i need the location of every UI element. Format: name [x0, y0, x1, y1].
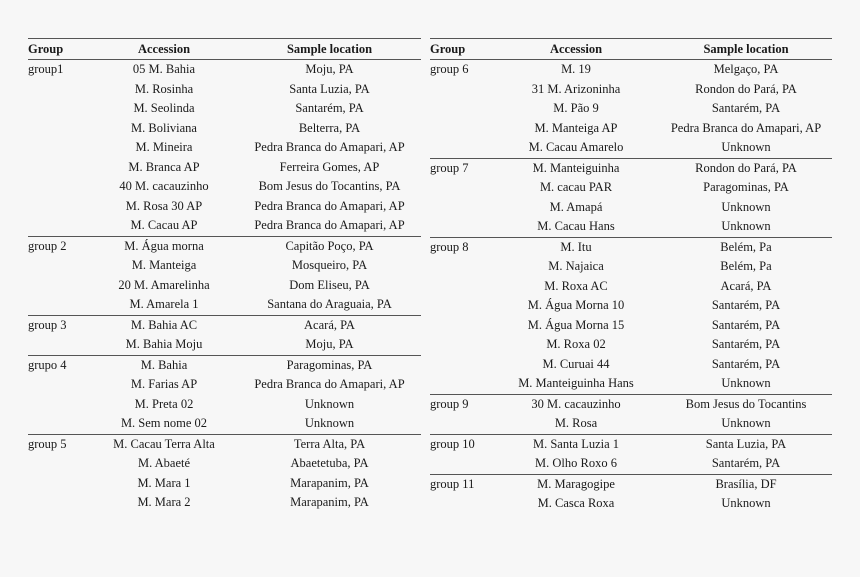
- accession-cell: M. Rosinha: [134, 81, 194, 96]
- group-cell: [430, 277, 492, 297]
- sample-location-cell: Unknown: [721, 219, 771, 234]
- table-row: [430, 119, 832, 139]
- group-cell: [430, 99, 492, 119]
- group-cell: group1: [28, 62, 64, 77]
- table-row: [430, 80, 832, 100]
- accession-cell: M. Bahia Moju: [125, 337, 203, 352]
- group-cell: [430, 454, 492, 474]
- group-cell: [28, 138, 90, 158]
- group-cell: group 8: [430, 237, 492, 257]
- sample-location-cell: Marapanim, PA: [290, 495, 369, 510]
- header-group: Group: [28, 39, 90, 60]
- group-cell: [28, 158, 90, 178]
- table-row: [430, 198, 832, 218]
- table-row: [28, 395, 421, 415]
- group-cell: [28, 177, 90, 197]
- sample-location-cell: Unknown: [721, 416, 771, 431]
- group-cell: [28, 295, 90, 315]
- sample-location-cell: Santarém, PA: [711, 298, 781, 313]
- table-row: [430, 138, 832, 158]
- table-row: [430, 217, 832, 237]
- header-group: Group: [430, 39, 492, 60]
- sample-location-cell: Pedra Branca do Amapari, AP: [254, 218, 405, 233]
- sample-location-cell: Ferreira Gomes, AP: [279, 159, 380, 174]
- table-row: [430, 335, 832, 355]
- accession-cell: M. Olho Roxo 6: [535, 456, 617, 471]
- table-row: [430, 296, 832, 316]
- header-row: [28, 39, 421, 60]
- group-cell: [28, 375, 90, 395]
- accession-cell: M. Cacau AP: [130, 218, 198, 233]
- accession-cell: M. Pão 9: [553, 101, 599, 116]
- header-accession: Accession: [90, 39, 238, 60]
- sample-location-cell: Pedra Branca do Amapari, AP: [670, 120, 822, 135]
- table-row: [430, 99, 832, 119]
- accession-cell: M. Água Morna 10: [527, 298, 625, 313]
- sample-location-cell: Pedra Branca do Amapari, AP: [254, 198, 405, 213]
- group-cell: [430, 257, 492, 277]
- sample-location-cell: Unknown: [721, 199, 771, 214]
- sample-location-cell: Moju, PA: [305, 62, 354, 77]
- table-row: [28, 454, 421, 474]
- sample-location-cell: Unknown: [721, 376, 771, 391]
- header-sample-location: Sample location: [660, 39, 832, 60]
- accession-cell: M. Mineira: [135, 140, 193, 155]
- table-row: [28, 256, 421, 276]
- table-row: [28, 355, 421, 375]
- group-cell: grupo 4: [28, 355, 90, 375]
- table-row: [430, 454, 832, 474]
- group-cell: [430, 494, 492, 514]
- accession-cell: M. Mara 1: [137, 475, 191, 490]
- group-cell: [430, 316, 492, 336]
- sample-location-cell: Santarém, PA: [295, 101, 364, 116]
- group-cell: [430, 296, 492, 316]
- accession-cell: M. Manteiguinha: [492, 158, 660, 178]
- table-row: [28, 197, 421, 217]
- accession-cell: 31 M. Arizoninha: [531, 81, 621, 96]
- table-row: [430, 374, 832, 394]
- accession-cell: M. Bahia AC: [90, 315, 238, 335]
- sample-location-cell: Unknown: [304, 416, 355, 431]
- sample-location-cell: Belém, Pa: [660, 237, 832, 257]
- table-row: [430, 237, 832, 257]
- group-cell: [28, 119, 90, 139]
- sample-location-cell: Paragominas, PA: [703, 180, 789, 195]
- accession-cell: M. 19: [561, 62, 591, 77]
- table-row: [28, 99, 421, 119]
- sample-location-cell: Brasília, DF: [660, 474, 832, 494]
- accession-cell: M. Manteiga AP: [534, 120, 618, 135]
- accession-cell: M. Amapá: [549, 199, 603, 214]
- sample-location-cell: Santarém, PA: [711, 356, 781, 371]
- accession-cell: 40 M. cacauzinho: [119, 179, 209, 194]
- table-body-right: [430, 60, 832, 514]
- table-row: [430, 394, 832, 414]
- group-cell: [430, 374, 492, 394]
- table-row: [28, 493, 421, 513]
- accession-cell: M. Água morna: [90, 236, 238, 256]
- group-cell: [430, 198, 492, 218]
- accession-cell: M. Roxa AC: [544, 278, 608, 293]
- sample-location-cell: Rondon do Pará, PA: [660, 158, 832, 178]
- accession-cell: M. Manteiga: [131, 258, 197, 273]
- table-row: [430, 277, 832, 297]
- sample-location-cell: Santarém, PA: [711, 456, 781, 471]
- table-row: [28, 80, 421, 100]
- accession-cell: M. cacau PAR: [539, 180, 613, 195]
- table-row: [28, 434, 421, 454]
- sample-location-cell: Dom Eliseu, PA: [289, 277, 370, 292]
- sample-location-cell: Capitão Poço, PA: [238, 236, 421, 256]
- sample-location-cell: Pedra Branca do Amapari, AP: [254, 140, 405, 155]
- group-cell: [28, 474, 90, 494]
- group-cell: group 11: [430, 474, 492, 494]
- group-cell: [28, 395, 90, 415]
- sample-location-cell: Santana do Araguaia, PA: [267, 297, 392, 312]
- group-cell: group 3: [28, 315, 90, 335]
- group-cell: [28, 493, 90, 513]
- accession-cell: M. Rosa: [554, 416, 598, 431]
- accession-cell: M. Rosa 30 AP: [125, 198, 203, 213]
- sample-location-cell: Pedra Branca do Amapari, AP: [254, 377, 405, 392]
- table-row: [430, 316, 832, 336]
- group-cell: [28, 414, 90, 434]
- accession-cell: M. Boliviana: [131, 120, 197, 135]
- sample-location-cell: Mosqueiro, PA: [291, 258, 368, 273]
- accession-cell: M. Najaica: [548, 259, 604, 274]
- group-cell: group 5: [28, 434, 90, 454]
- table-row: [28, 315, 421, 335]
- table-row: [430, 494, 832, 514]
- group-cell: [430, 178, 492, 198]
- accession-cell: M. Sem nome 02: [120, 416, 208, 431]
- sample-location-cell: Melgaço, PA: [713, 62, 779, 77]
- group-cell: [430, 414, 492, 434]
- table-row: [28, 335, 421, 355]
- group-cell: [430, 355, 492, 375]
- accession-cell: M. Bahia: [90, 355, 238, 375]
- table-row: [430, 178, 832, 198]
- accession-cell: M. Santa Luzia 1: [492, 434, 660, 454]
- table-row: [430, 434, 832, 454]
- group-cell: [430, 138, 492, 158]
- table-row: [28, 474, 421, 494]
- accession-cell: M. Curuai 44: [542, 356, 610, 371]
- sample-location-cell: Abaetetuba, PA: [290, 456, 369, 471]
- table-row: [28, 177, 421, 197]
- table-row: [28, 60, 421, 80]
- accession-cell: M. Amarela 1: [129, 297, 199, 312]
- table-row: [28, 158, 421, 178]
- sample-location-cell: Belém, Pa: [720, 259, 772, 274]
- table-row: [430, 474, 832, 494]
- accession-cell: M. Branca AP: [128, 159, 200, 174]
- accession-cell: M. Preta 02: [134, 396, 194, 411]
- accession-cell: M. Mara 2: [137, 495, 191, 510]
- table-row: [28, 236, 421, 256]
- sample-location-cell: Santa Luzia, PA: [289, 81, 370, 96]
- sample-location-cell: Santarém, PA: [711, 337, 781, 352]
- group-cell: [28, 256, 90, 276]
- accession-cell: M. Maragogipe: [492, 474, 660, 494]
- table-row: [430, 257, 832, 277]
- accession-cell: M. Seolinda: [133, 101, 195, 116]
- table-row: [28, 276, 421, 296]
- accession-cell: M. Cacau Hans: [537, 219, 615, 234]
- table-row: [28, 414, 421, 434]
- group-cell: [430, 80, 492, 100]
- accession-table-right: [430, 38, 832, 514]
- accession-cell: M. Abaeté: [137, 456, 191, 471]
- group-cell: [430, 119, 492, 139]
- sample-location-cell: Unknown: [721, 496, 771, 511]
- accession-table-left: [28, 38, 421, 513]
- group-cell: group 10: [430, 434, 492, 454]
- group-cell: group 9: [430, 394, 492, 414]
- sample-location-cell: Unknown: [304, 396, 355, 411]
- group-cell: [28, 454, 90, 474]
- header-sample-location: Sample location: [238, 39, 421, 60]
- sample-location-cell: Rondon do Pará, PA: [695, 81, 797, 96]
- table-row: [430, 355, 832, 375]
- accession-cell: M. Roxa 02: [546, 337, 606, 352]
- accession-cell: 20 M. Amarelinha: [118, 277, 210, 292]
- table-row: [28, 138, 421, 158]
- sample-location-cell: Belterra, PA: [298, 120, 361, 135]
- group-cell: [430, 217, 492, 237]
- group-cell: [28, 80, 90, 100]
- accession-cell: M. Itu: [492, 237, 660, 257]
- header-accession: Accession: [492, 39, 660, 60]
- header-row: [430, 39, 832, 60]
- sample-location-cell: Santa Luzia, PA: [660, 434, 832, 454]
- accession-cell: 30 M. cacauzinho: [492, 394, 660, 414]
- table-body-left: [28, 60, 421, 513]
- sample-location-cell: Terra Alta, PA: [238, 434, 421, 454]
- sample-location-cell: Acará, PA: [720, 278, 772, 293]
- table-row: [28, 375, 421, 395]
- sample-location-cell: Santarém, PA: [711, 317, 781, 332]
- group-cell: group 2: [28, 236, 90, 256]
- group-cell: [28, 99, 90, 119]
- group-cell: [28, 216, 90, 236]
- accession-cell: M. Cacau Terra Alta: [90, 434, 238, 454]
- accession-cell: M. Cacau Amarelo: [528, 140, 624, 155]
- accession-cell: M. Farias AP: [130, 377, 198, 392]
- table-row: [430, 60, 832, 80]
- accession-cell: M. Casca Roxa: [537, 496, 615, 511]
- group-cell: [430, 335, 492, 355]
- sample-location-cell: Bom Jesus do Tocantins, PA: [258, 179, 401, 194]
- sample-location-cell: Unknown: [721, 140, 771, 155]
- group-cell: [28, 335, 90, 355]
- accession-cell: 05 M. Bahia: [132, 62, 196, 77]
- sample-location-cell: Marapanim, PA: [290, 475, 369, 490]
- group-cell: [28, 276, 90, 296]
- table-row: [28, 119, 421, 139]
- sample-location-cell: Paragominas, PA: [238, 355, 421, 375]
- sample-location-cell: Bom Jesus do Tocantins: [660, 394, 832, 414]
- sample-location-cell: Moju, PA: [305, 337, 354, 352]
- accession-cell: M. Água Morna 15: [527, 317, 625, 332]
- table-row: [28, 295, 421, 315]
- group-cell: group 6: [430, 62, 469, 77]
- sample-location-cell: Acará, PA: [238, 315, 421, 335]
- accession-cell: M. Manteiguinha Hans: [518, 376, 634, 391]
- group-cell: group 7: [430, 158, 492, 178]
- table-row: [28, 216, 421, 236]
- sample-location-cell: Santarém, PA: [711, 101, 781, 116]
- group-cell: [28, 197, 90, 217]
- table-row: [430, 158, 832, 178]
- table-row: [430, 414, 832, 434]
